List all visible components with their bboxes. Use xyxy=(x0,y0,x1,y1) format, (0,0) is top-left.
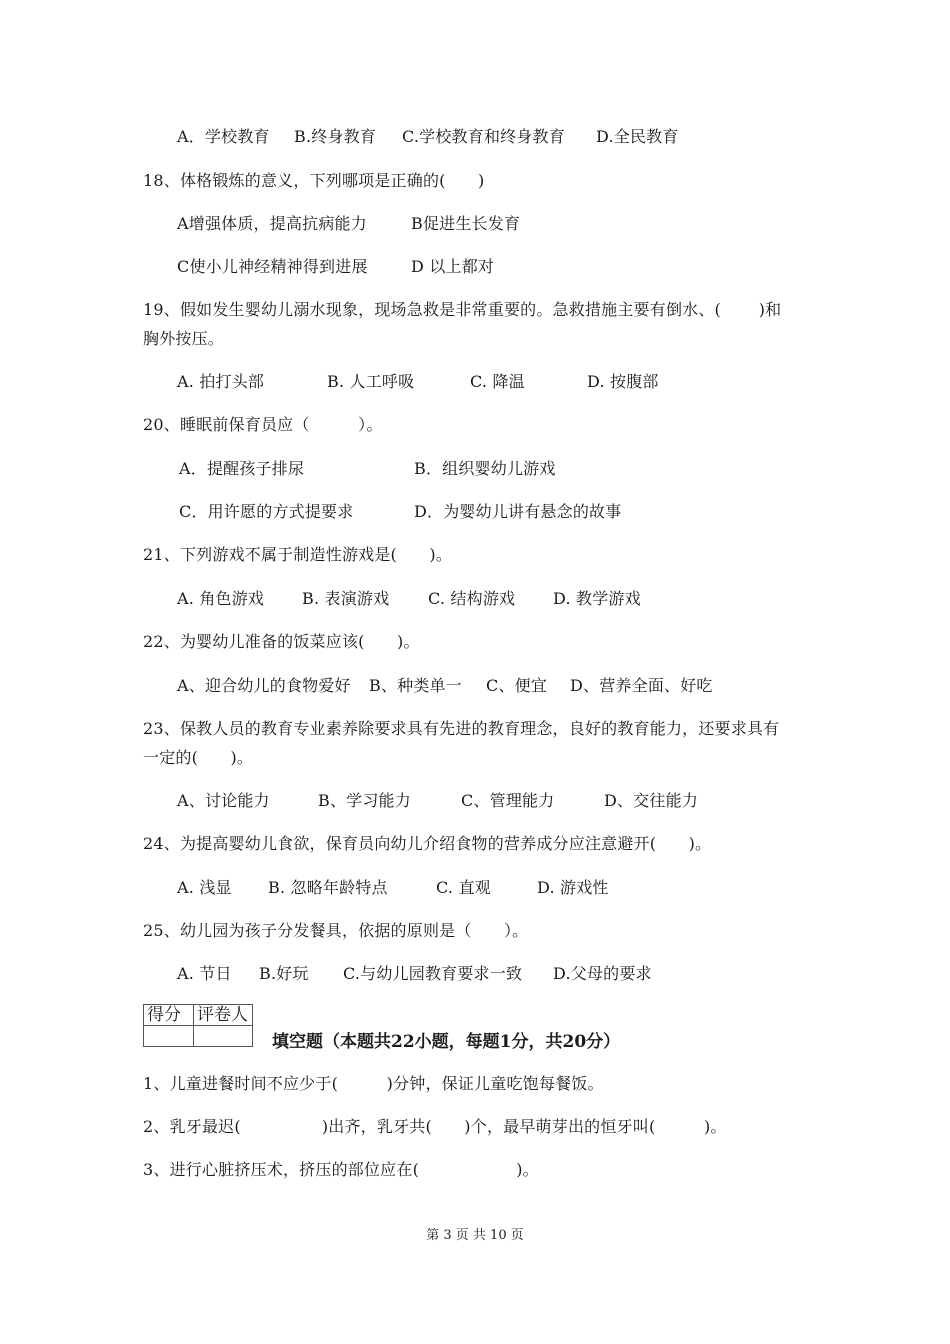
q21-stem: 21、下列游戏不属于制造性游戏是( )。 xyxy=(143,545,453,564)
q22-option-a: A、迎合幼儿的食物爱好 xyxy=(177,676,351,695)
fill-q1: 1、儿童进餐时间不应少于( )分钟，保证儿童吃饱每餐饭。 xyxy=(143,1074,604,1093)
q20-option-d: D．为婴幼儿讲有悬念的故事 xyxy=(414,502,622,521)
q18-option-a: A增强体质，提高抗病能力 xyxy=(177,214,367,233)
q22-option-b: B、种类单一 xyxy=(369,676,462,695)
q18-option-c: C使小儿神经精神得到进展 xyxy=(177,257,368,276)
q22-option-d: D、营养全面、好吃 xyxy=(570,676,713,695)
q24-option-c: C. 直观 xyxy=(436,878,491,897)
q25-option-c: C.与幼儿园教育要求一致 xyxy=(343,964,523,983)
q21-option-a: A. 角色游戏 xyxy=(177,589,265,608)
q23-option-a: A、讨论能力 xyxy=(177,791,270,810)
q24-option-a: A. 浅显 xyxy=(177,878,232,897)
q18-option-d: D 以上都对 xyxy=(411,257,495,276)
q23-option-d: D、交往能力 xyxy=(604,791,699,810)
fill-q3: 3、进行心脏挤压术，挤压的部位应在( )。 xyxy=(143,1160,539,1179)
page-footer: 第 3 页 共 10 页 xyxy=(426,1228,524,1243)
section-title: 填空题（本题共22小题，每题1分，共20分） xyxy=(272,1032,621,1052)
grader-cell[interactable] xyxy=(194,1026,253,1047)
score-cell[interactable] xyxy=(144,1026,194,1047)
q23-option-c: C、管理能力 xyxy=(461,791,555,810)
q25-option-a: A. 节日 xyxy=(177,964,232,983)
q19-stem-line2: 胸外按压。 xyxy=(143,329,225,348)
q21-option-c: C. 结构游戏 xyxy=(428,589,516,608)
q23-option-b: B、学习能力 xyxy=(318,791,411,810)
q20-option-a: A．提醒孩子排尿 xyxy=(179,459,305,478)
q20-option-b: B．组织婴幼儿游戏 xyxy=(414,459,556,478)
q17-option-c: C.学校教育和终身教育 xyxy=(402,127,565,146)
q24-option-b: B. 忽略年龄特点 xyxy=(268,878,388,897)
q21-option-b: B. 表演游戏 xyxy=(302,589,390,608)
q23-stem-line2: 一定的( )。 xyxy=(143,748,254,767)
q22-option-c: C、便宜 xyxy=(486,676,548,695)
q20-option-c: C．用许愿的方式提要求 xyxy=(179,502,354,521)
q24-stem: 24、为提高婴幼儿食欲，保育员向幼儿介绍食物的营养成分应注意避开( )。 xyxy=(143,834,712,853)
q25-stem: 25、幼儿园为孩子分发餐具，依据的原则是（ ）。 xyxy=(143,921,529,940)
q17-option-d: D.全民教育 xyxy=(596,127,679,146)
q24-option-d: D. 游戏性 xyxy=(537,878,609,897)
q25-option-b: B.好玩 xyxy=(259,964,309,983)
q19-option-d: D. 按腹部 xyxy=(587,372,659,391)
fill-q2: 2、乳牙最迟( )出齐，乳牙共( )个，最早萌芽出的恒牙叫( )。 xyxy=(143,1117,727,1136)
q22-stem: 22、为婴幼儿准备的饭菜应该( )。 xyxy=(143,632,420,651)
q17-option-a: A．学校教育 xyxy=(177,127,270,146)
q19-option-c: C. 降温 xyxy=(470,372,525,391)
q19-stem-line1: 19、假如发生婴幼儿溺水现象，现场急救是非常重要的。急救措施主要有倒水、( )和 xyxy=(143,300,782,319)
q19-option-b: B. 人工呼吸 xyxy=(327,372,415,391)
q20-stem: 20、睡眠前保育员应（ ）。 xyxy=(143,415,383,434)
grader-label: 评卷人 xyxy=(194,1005,253,1026)
q17-option-b: B.终身教育 xyxy=(294,127,377,146)
score-box xyxy=(143,1004,253,1047)
q18-option-b: B促进生长发育 xyxy=(411,214,521,233)
q21-option-d: D. 教学游戏 xyxy=(553,589,641,608)
score-label: 得分 xyxy=(144,1005,194,1026)
q23-stem-line1: 23、保教人员的教育专业素养除要求具有先进的教育理念，良好的教育能力，还要求具有 xyxy=(143,719,780,738)
q19-option-a: A. 拍打头部 xyxy=(177,372,265,391)
q25-option-d: D.父母的要求 xyxy=(553,964,652,983)
q18-stem: 18、体格锻炼的意义，下列哪项是正确的( ) xyxy=(143,171,485,190)
